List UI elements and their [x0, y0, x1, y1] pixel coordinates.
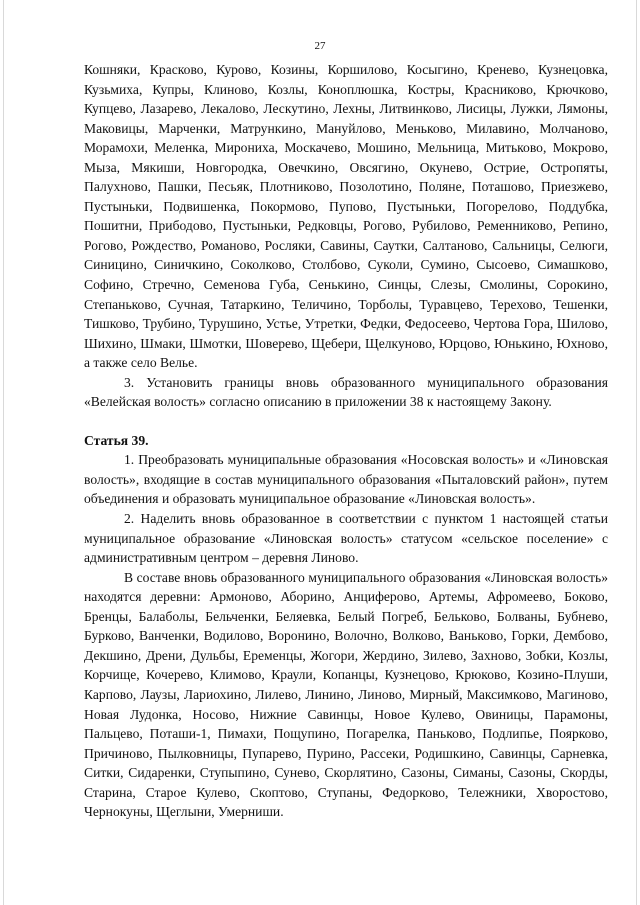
document-body: [84, 60, 608, 822]
paragraph-item-2: 2. Наделить вновь образованное в соответствии с пунктом 1 настоящей статьи муниципальное образование «Линовская волость» статусом «сельское поселение» с административным центром – деревня Линово.: [84, 511, 608, 566]
paragraph-item-3: 3. Установить границы вновь образованного муниципального образования «Велейская волость» согласно описанию в приложении 38 к настоящему Закону.: [84, 374, 608, 410]
villages-list-continuation: Кошняки, Красково, Курово, Козины, Коршилово, Косыгино, Кренево, Кузнецовка, Кузьмиха, Купры, Клиново, Козлы, Коноплюшка, Костры, Красниково, Крючково, Купцево, Лазарево, Лекалово, Лескутино, Лехны, Литвинково, Лисицы, Лужки, Лямоны, Маковицы, Марченки, Матрункино, Мануйлово, Меньково, Милавино, Молчаново, Морамохи, Меленка, Мирониха, Москачево, Мошино, Мельница, Митьково, Мокрово, Мыза, Мякиши, Новгородка, Овечкино, Овсягино, Окунево, Острие, Остропяты, Палухново, Пашки, Песьяк, Плотниково, Позолотино, Поляне, Поташово, Приезжево, Пустыньки, Подвишенка, Покормово, Пупово, Пустыньки, Погорелово, Поддубка, Пошитни, Прибодово, Пустыньки, Редковцы, Рогово, Рубилово, Ременниково, Репино, Рогово, Рождество, Романово, Росляки, Савины, Саутки, Салтаново, Сальницы, Селюги, Синицино, Синичкино, Соколково, Столбово, Суколи, Сумино, Сысоево, Симашково, Софино, Стречно, Семенова Губа, Сенькино, Синцы, Слезы, Смолины, Сорокино, Степаньково, Сучная, Татаркино, Теличино, Торболы, Туравцево, Терехово, Тешенки, Тишково, Трубино, Турушино, Устье, Утретки, Федки, Федосеево, Чертова Гора, Шилово, Шихино, Шмаки, Шмотки, Шоверево, Щебери, Щелкуново, Юрцово, Юнькино, Юхново, а также село Велье.: [84, 62, 608, 371]
article-title: Статья 39.: [84, 432, 149, 448]
villages-list-new: В составе вновь образованного муниципального образования «Линовская волость» находятся деревни: Армоново, Аборино, Анциферово, Артемы, Афромеево, Боково, Бренцы, Балаболы, Бельченки, Беляевка, Белый Погреб, Бельково, Болваны, Бубнево, Бурково, Ванченки, Водилово, Воронино, Волочно, Волково, Ваньково, Горки, Дембово, Декшино, Дрени, Дульбы, Еременцы, Жогори, Жердино, Зилево, Захново, Зобки, Козлы, Корчище, Кочерево, Климово, Краули, Копанцы, Кузнецово, Крюково, Козино-Плуши, Карпово, Лаузы, Лариохино, Лилево, Линино, Линово, Мирный, Максимково, Магиново, Новая Лудонка, Носово, Нижние Савинцы, Новое Кулево, Овиницы, Парамоны, Пальцево, Поташи-1, Пимахи, Пощупино, Погарелка, Паньково, Подлипье, Поярково, Причиново, Пылковницы, Пупарево, Пурино, Рассеки, Родишкино, Савинцы, Сарневка, Ситки, Сидаренки, Ступыпино, Сунево, Скорлятино, Сазоны, Симаны, Сазоны, Скорды, Старина, Старое Кулево, Скоптово, Ступаны, Федорково, Тележники, Хворостово, Чернокуны, Щеглыни, Умерниши.: [84, 569, 608, 820]
page-edge-left: [3, 0, 4, 905]
page-number: 27: [314, 40, 326, 52]
paragraph-item-1: 1. Преобразовать муниципальные образования «Носовская волость» и «Линовская волость», входящие в состав муниципального образования «Пыталовский район», путем объединения и образовать муниципальное образование «Линовская волость».: [84, 452, 608, 507]
page-edge-right: [636, 0, 637, 905]
